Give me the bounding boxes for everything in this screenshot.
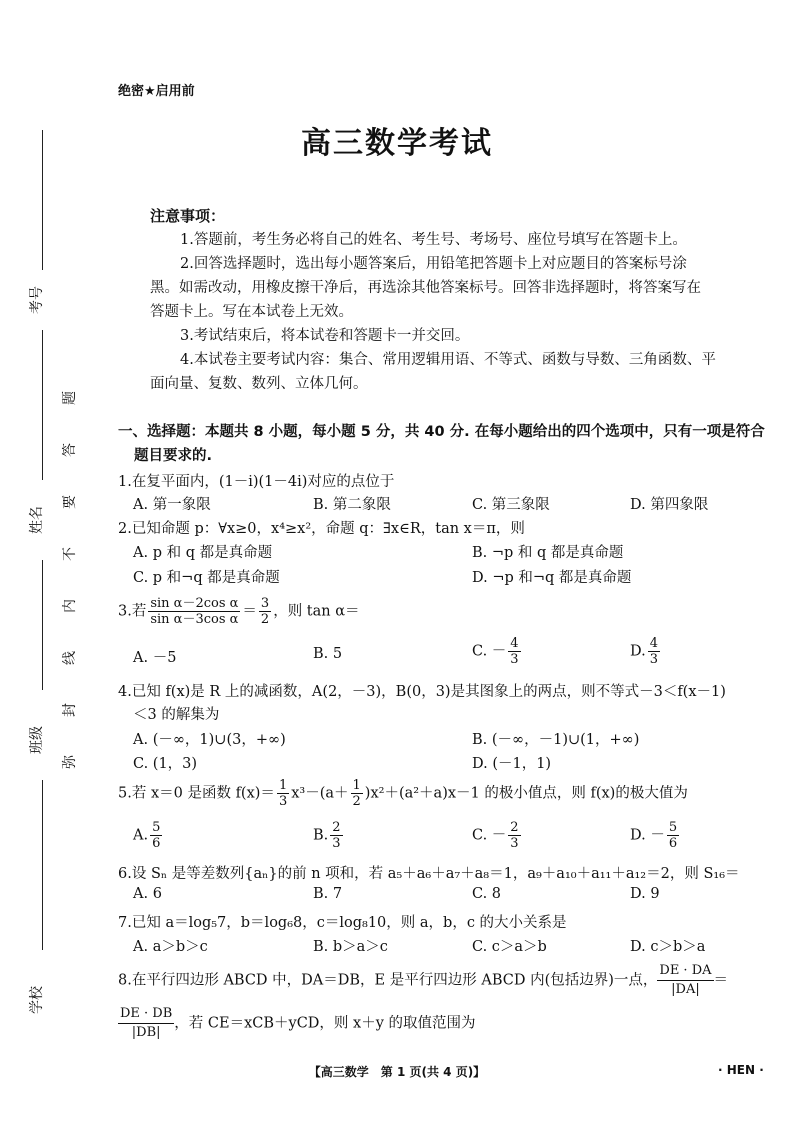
stem-text: ，若 CE＝xCB＋yCD，则 x＋y 的取值范围为 [174, 1015, 476, 1032]
section-heading-line: 一、选择题：本题共 8 小题，每小题 5 分，共 40 分. 在每小题给出的四个选项中，只有一项是符合 [118, 424, 765, 440]
fraction-numerator: 4 [649, 636, 658, 651]
notice-item: 2.回答选择题时，选出每小题答案后，用铅笔把答题卡上对应题目的答案标号涂 [180, 256, 687, 272]
option-prefix: A. [133, 827, 149, 844]
question-3-option-b: B. 5 [313, 646, 343, 662]
question-5-option-c [472, 820, 523, 851]
question-1-option-c: C. 第三象限 [472, 497, 550, 513]
stem-text: 5.若 x＝0 是函数 f(x)＝ [118, 785, 275, 802]
fraction-denominator: 3 [332, 836, 341, 851]
fraction-denominator: 3 [278, 794, 288, 809]
question-6-option-d: D. 9 [630, 886, 660, 902]
question-2-option-a: A. p 和 q 都是真命题 [133, 545, 273, 561]
name-label: 姓名 [29, 506, 45, 534]
question-3-prefix: 3.若 [118, 603, 147, 620]
notice-heading: 注意事项： [150, 207, 226, 225]
fraction-denominator: 3 [649, 652, 658, 667]
fraction-numerator: DE · DB [118, 1005, 174, 1024]
question-7-option-a: A. a＞b＞c [133, 939, 208, 955]
stem-text: x³－(a＋ [291, 785, 349, 802]
section-heading [118, 420, 778, 468]
stem-fraction [351, 778, 363, 809]
fraction-numerator: 3 [260, 596, 270, 611]
question-3-fraction [148, 596, 240, 627]
option-fraction [150, 820, 162, 851]
option-prefix: C. － [472, 643, 507, 660]
fraction-numerator: 2 [332, 820, 341, 835]
question-7-option-d: D. c＞b＞a [630, 939, 706, 955]
question-8-stem-line1 [118, 962, 778, 999]
question-4-stem-line1: 4.已知 f(x)是 R 上的减函数，A(2，－3)，B(0，3)是其图象上的两点，则不等式－3＜f(x－1) [118, 684, 726, 700]
notice-item: 黑。如需改动，用橡皮擦干净后，再选涂其他答案标号。回答非选择题时，将答案写在 [150, 280, 701, 296]
fraction-numerator: 5 [668, 820, 678, 835]
option-fraction [330, 820, 342, 851]
notice-item: 面向量、复数、数列、立体几何。 [150, 376, 368, 392]
question-2-option-d: D. ¬p 和¬q 都是真命题 [472, 570, 632, 586]
question-3-option-a: A. －5 [133, 650, 177, 666]
stem-text: 8.在平行四边形 ABCD 中，DA＝DB，E 是平行四边形 ABCD 内(包括边界)一点， [118, 972, 658, 989]
option-prefix: B. [313, 827, 329, 844]
question-2-stem: 2.已知命题 p：∀x≥0，x⁴≥x²，命题 q：∃x∈R，tan x＝π，则 [118, 521, 525, 537]
option-prefix: D. [630, 643, 646, 660]
question-3-stem [118, 596, 360, 627]
question-4-stem-line2: ＜3 的解集为 [133, 707, 220, 723]
notice-item: 3.考试结束后，将本试卷和答题卡一并交回。 [180, 328, 470, 344]
question-6-stem: 6.设 Sₙ 是等差数列{aₙ}的前 n 项和，若 a₅＋a₆＋a₇＋a₈＝1，a₉＋a₁₀＋a₁₁＋a₁₂＝2，则 S₁₆＝ [118, 866, 740, 882]
class-label: 班级 [29, 726, 45, 754]
fraction-denominator: sin α－3cos α [150, 612, 239, 627]
vector-fraction [657, 962, 713, 999]
fraction-numerator: 1 [278, 778, 288, 793]
confidential-mark: 绝密★启用前 [118, 84, 195, 99]
fraction-denominator: 2 [260, 612, 270, 627]
question-6-option-b: B. 7 [313, 886, 343, 902]
fraction-denominator: 6 [668, 836, 678, 851]
seal-char: 题 [62, 391, 78, 405]
question-3-ratio [259, 596, 271, 627]
question-4-option-d: D. (－1，1) [472, 756, 552, 772]
stem-text: )x²＋(a²＋a)x－1 的极小值点，则 f(x)的极大值为 [364, 785, 688, 802]
option-prefix: C. － [472, 827, 507, 844]
question-1-option-d: D. 第四象限 [630, 497, 709, 513]
seal-char: 封 [62, 703, 78, 717]
equals-sign: ＝ [713, 972, 729, 989]
page-footer: 【高三数学 第 1 页(共 4 页)】 [308, 1065, 486, 1079]
binding-line [42, 330, 43, 480]
question-7-option-b: B. b＞a＞c [313, 939, 388, 955]
option-fraction [648, 636, 660, 667]
fraction-denominator: 3 [510, 652, 519, 667]
question-6-option-c: C. 8 [472, 886, 502, 902]
binding-strip [0, 0, 90, 1123]
question-5-stem [118, 778, 688, 809]
stem-fraction [277, 778, 289, 809]
seal-char: 不 [62, 547, 78, 561]
school-label: 学校 [29, 986, 45, 1014]
vector-fraction [118, 1005, 174, 1042]
question-6-option-a: A. 6 [133, 886, 162, 902]
notice-item: 1.答题前，考生务必将自己的姓名、考生号、考场号、座位号填写在答题卡上。 [180, 232, 687, 248]
seal-char: 要 [62, 495, 78, 509]
option-fraction [667, 820, 679, 851]
question-4-option-c: C. (1，3) [133, 756, 198, 772]
question-8-stem-line2 [118, 1005, 476, 1042]
binding-line [42, 780, 43, 950]
equals-sign: ＝ [242, 603, 257, 620]
fraction-numerator: sin α－2cos α [150, 596, 239, 611]
question-2-option-b: B. ¬p 和 q 都是真命题 [472, 545, 624, 561]
question-7-stem: 7.已知 a＝log₅7，b＝log₆8，c＝log₈10，则 a，b，c 的大小关系是 [118, 915, 567, 931]
seal-char: 内 [62, 599, 78, 613]
fraction-denominator: 2 [352, 794, 361, 809]
exam-number-label: 考号 [29, 286, 45, 314]
option-prefix: D. － [630, 827, 665, 844]
notice-item: 4.本试卷主要考试内容：集合、常用逻辑用语、不等式、函数与导数、三角函数、平 [180, 352, 716, 368]
fraction-denominator: 6 [152, 836, 161, 851]
fraction-denominator: |DA| [671, 982, 700, 997]
paper-code: · HEN · [718, 1063, 764, 1077]
binding-line [42, 560, 43, 690]
question-4-option-a: A. (－∞，1)∪(3，+∞) [133, 732, 286, 748]
notice-item: 答题卡上。写在本试卷上无效。 [150, 304, 353, 320]
fraction-numerator: 2 [510, 820, 519, 835]
question-5-option-a [133, 820, 164, 851]
fraction-numerator: 5 [152, 820, 161, 835]
question-3-suffix: ，则 tan α＝ [273, 603, 360, 620]
question-2-option-c: C. p 和¬q 都是真命题 [133, 570, 280, 586]
question-4-option-b: B. (－∞，－1)∪(1，+∞) [472, 732, 640, 748]
question-1-option-b: B. 第二象限 [313, 497, 391, 513]
option-fraction [508, 636, 520, 667]
page-title: 高三数学考试 [301, 126, 493, 161]
fraction-numerator: 4 [510, 636, 519, 651]
question-5-option-d [630, 820, 681, 851]
question-1-option-a: A. 第一象限 [133, 497, 211, 513]
fraction-numerator: DE · DA [657, 962, 713, 981]
fraction-numerator: 1 [352, 778, 361, 793]
seal-char: 线 [62, 651, 78, 665]
question-3-option-d [630, 636, 662, 667]
question-7-option-c: C. c＞a＞b [472, 939, 547, 955]
seal-char: 弥 [62, 755, 78, 769]
question-5-option-b [313, 820, 345, 851]
question-1-stem: 1.在复平面内，(1－i)(1－4i)对应的点位于 [118, 474, 395, 490]
option-fraction [508, 820, 520, 851]
question-3-option-c [472, 636, 523, 667]
fraction-denominator: 3 [510, 836, 519, 851]
section-heading-line: 题目要求的. [134, 448, 213, 464]
seal-char: 答 [62, 443, 78, 457]
fraction-denominator: |DB| [131, 1025, 161, 1040]
